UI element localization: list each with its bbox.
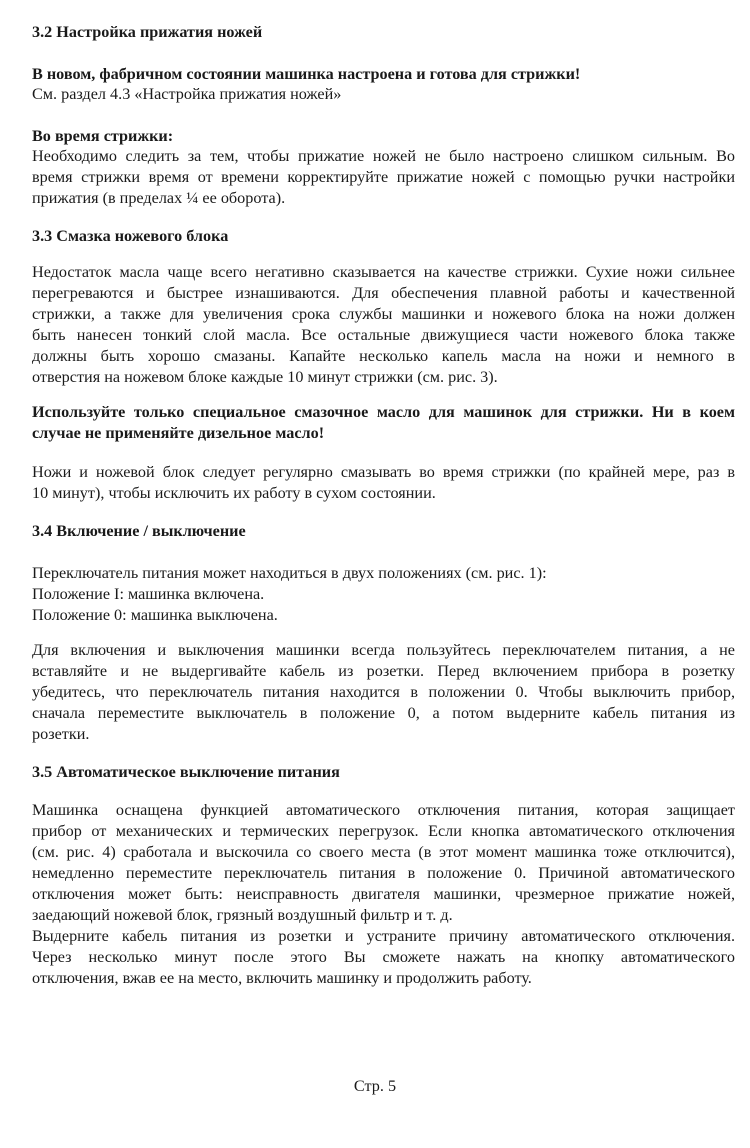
text-line: немедленно переместите переключатель питания в положение 0. Причиной автоматического: [32, 864, 735, 882]
section-heading-3-5: 3.5 Автоматическое выключение питания: [32, 763, 340, 781]
text-line: Машинка оснащена функцией автоматического отключения питания, которая защищает: [32, 801, 735, 819]
bold-note: В новом, фабричном состоянии машинка настроена и готова для стрижки!: [32, 65, 581, 83]
paragraph-reset: [32, 926, 735, 989]
list-item: Положение I: машинка включена.: [32, 585, 265, 603]
paragraph-auto-shutoff: [32, 800, 735, 926]
paragraph-pressure: [32, 146, 735, 209]
text-line: вставляйте и не выдергивайте кабель из розетки. Перед включением прибора в розетку: [32, 662, 735, 680]
text-line: Ножи и ножевой блок следует регулярно смазывать во время стрижки (по крайней мере, раз в: [32, 463, 735, 481]
text-line: время стрижки время от времени корректируйте прижатие ножей с помощью ручки настройки: [32, 168, 735, 186]
text-line: прибор от механических и термических перегрузок. Если кнопка автоматического отключения: [32, 822, 735, 840]
paragraph-regular-oiling: [32, 462, 735, 504]
text-line: Необходимо следить за тем, чтобы прижатие ножей не было настроено слишком сильным. Во: [32, 147, 735, 165]
text-line: Используйте только специальное смазочное масло для машинок для стрижки. Ни в коем: [32, 403, 735, 421]
text-line: отключения может быть: неисправность двигателя машинки, чрезмерное прижатие ножей,: [32, 885, 735, 903]
paragraph-lubrication: [32, 262, 735, 388]
list-item: Положение 0: машинка выключена.: [32, 606, 278, 624]
text-line: должны быть хорошо смазаны. Капайте несколько капель масла на ножи и немного в: [32, 347, 735, 365]
sub-heading-during-cutting: Во время стрижки:: [32, 127, 174, 145]
text-line: Через несколько минут после этого Вы сможете нажать на кнопку автоматического: [32, 948, 735, 966]
text-line: случае не применяйте дизельное масло!: [32, 424, 325, 442]
text-line: сначала переместите выключатель в положение 0, а потом выдерните кабель питания из: [32, 704, 735, 722]
text-line: заедающий ножевой блок, грязный воздушный фильтр и т. д.: [32, 906, 453, 924]
text-line: стрижки, а также для увеличения срока службы машинки и ножевого блока на ножи должен: [32, 305, 735, 323]
warning-oil: [32, 402, 735, 444]
text-line: Недостаток масла чаще всего негативно сказывается на качестве стрижки. Сухие ножи сильнее: [32, 263, 735, 281]
section-heading-3-2: 3.2 Настройка прижатия ножей: [32, 23, 263, 41]
switch-positions-list: [32, 563, 735, 626]
section-heading-3-4: 3.4 Включение / выключение: [32, 522, 246, 540]
text-line: прижатия (в пределах ¼ ее оборота).: [32, 189, 286, 207]
reference-line: См. раздел 4.3 «Настройка прижатия ножей»: [32, 85, 342, 103]
text-line: отверстия на ножевом блоке каждые 10 минут стрижки (см. рис. 3).: [32, 368, 498, 386]
text-line: убедитесь, что переключатель питания находится в положении 0. Чтобы выключить прибор,: [32, 683, 735, 701]
paragraph-switch-usage: [32, 640, 735, 745]
text-line: 10 минут), чтобы исключить их работу в сухом состоянии.: [32, 484, 436, 502]
section-heading-3-3: 3.3 Смазка ножевого блока: [32, 227, 229, 245]
list-item: Переключатель питания может находиться в двух положениях (см. рис. 1):: [32, 564, 547, 582]
text-line: перегреваются и быстрее изнашиваются. Для обеспечения плавной работы и качественной: [32, 284, 735, 302]
page-number: Стр. 5: [353, 1077, 397, 1095]
text-line: отключения, вжав ее на место, включить машинку и продолжить работу.: [32, 969, 532, 987]
text-line: Выдерните кабель питания из розетки и устраните причину автоматического отключения.: [32, 927, 735, 945]
text-line: Для включения и выключения машинки всегда пользуйтесь переключателем питания, а не: [32, 641, 735, 659]
text-line: (см. рис. 4) сработала и выскочила со своего места (в этот момент машинка тоже отключится),: [32, 843, 735, 861]
text-line: розетки.: [32, 725, 90, 743]
text-line: быть нанесен тонкий слой масла. Все остальные движущиеся части ножевого блока также: [32, 326, 735, 344]
